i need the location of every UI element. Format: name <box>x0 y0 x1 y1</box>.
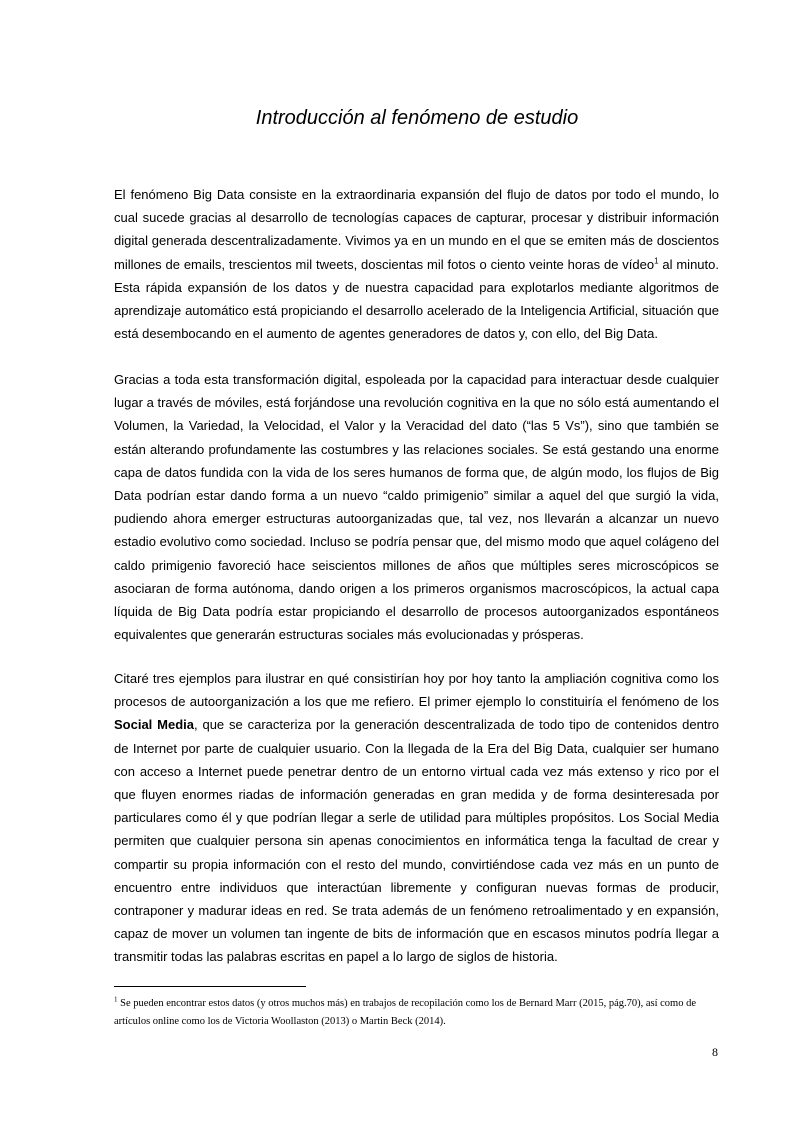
page-title: Introducción al fenómeno de estudio <box>255 107 579 129</box>
paragraph-3-text-end: , que se caracteriza por la generación descentralizada de todo tipo de contenidos dentro de Internet por parte de cualquier usuario. Con la llegada de la Era del Big Data, cualquier ser humano con acceso a Internet puede penetrar dentro de un entorno virtual cada vez más extenso y rico por el que fluyen enormes riadas de información generadas en gran medida y de forma desinteresada por particulares como él y que podrían llegar a serle de utilidad para múltiples propósitos. Los Social Media permiten que cualquier persona sin apenas conocimientos en informática tenga la facultad de crear y compartir su propia información con el resto del mundo, convirtiéndose cada vez más en un punto de encuentro entre individuos que interactúan libremente y configuran nuevas formas de producir, contraponer y madurar ideas en red. Se trata además de un fenómeno retroalimentado y en expansión, capaz de mover un volumen tan ingente de bits de información que en escasos minutos podría llegar a transmitir todas las palabras escritas en papel a lo largo de siglos de historia. <box>114 717 719 965</box>
paragraph-3 <box>114 667 719 969</box>
paragraph-2: Gracias a toda esta transformación digital, espoleada por la capacidad para interactuar desde cualquier lugar a través de móviles, está forjándose una revolución cognitiva en la que no sólo está aumentando el Volumen, la Variedad, la Velocidad, el Valor y la Veracidad del dato (“las 5 Vs”), sino que también se están alterando profundamente las costumbres y las relaciones sociales. Se está gestando una enorme capa de datos fundida con la vida de los seres humanos de forma que, de algún modo, los flujos de Big Data podrían estar dando forma a un nuevo “caldo primigenio” similar a aquel del que surgió la vida, pudiendo ahora emerger estructuras autoorganizadas que, tal vez, nos llevarán a alcanzar un nuevo estadio evolutivo como sociedad. Incluso se podría pensar que, del mismo modo que aquel colágeno del caldo primigenio favoreció hace seiscientos millones de años que múltiples seres microscópicos se asociaran de forma autónoma, dando origen a los primeros organismos macroscópicos, la actual capa líquida de Big Data podría estar propiciando el desarrollo de procesos autoorganizados espontáneos equivalentes que generarán estructuras sociales más evolucionadas y prósperas. <box>114 372 719 643</box>
footnote-separator <box>114 986 306 987</box>
paragraph-3-text-start: Citaré tres ejemplos para ilustrar en qué consistirían hoy por hoy tanto la ampliación cognitiva como los procesos de autoorganización a los que me refiero. El primer ejemplo lo constituiría el fenómeno de los <box>114 671 719 710</box>
footnote-marker: 1 <box>114 995 118 1004</box>
paragraph-1 <box>114 183 719 345</box>
social-media-term: Social Media <box>114 717 194 733</box>
footnote-text: Se pueden encontrar estos datos (y otros muchos más) en trabajos de recopilación como los de Bernard Marr (2015, pág.70), así como de artículos online como los de Victoria Woollaston (2013) o Martin Beck (2014). <box>114 998 696 1027</box>
paragraph-1-text-end: al minuto. Esta rápida expansión de los datos y de nuestra capacidad para explotarlos mediante algoritmos de aprendizaje automático está propiciando el desarrollo acelerado de la Inteligencia Artificial, situación que está desembocando en el aumento de agentes generadores de datos y, con ello, del Big Data. <box>114 256 719 342</box>
page-number: 8 <box>712 1045 718 1059</box>
footnote <box>114 995 719 1031</box>
paragraph-1-text-start: El fenómeno Big Data consiste en la extraordinaria expansión del flujo de datos por todo el mundo, lo cual sucede gracias al desarrollo de tecnologías capaces de capturar, procesar y distribuir información digital generada descentralizadamente. Vivimos ya en un mundo en el que se emiten más de doscientos millones de emails, trescientos mil tweets, doscientas mil fotos o ciento veinte horas de vídeo <box>114 187 719 272</box>
footnote-reference[interactable]: 1 <box>654 256 659 266</box>
